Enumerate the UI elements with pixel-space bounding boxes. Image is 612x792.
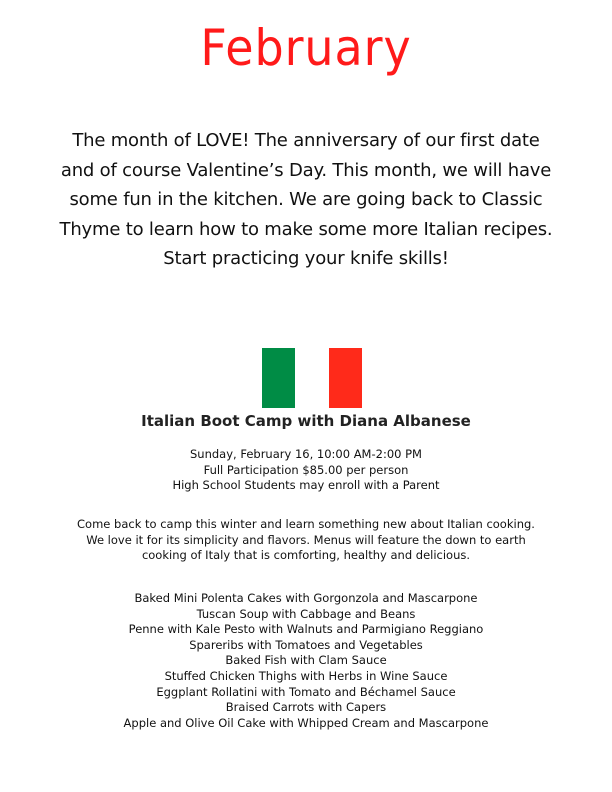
menu-list	[0, 591, 612, 731]
event-details	[0, 447, 612, 494]
intro-line: Thyme to learn how to make some more Italian recipes.	[59, 218, 553, 240]
intro-line: The month of LOVE! The anniversary of our first date	[72, 130, 540, 151]
menu-item: Stuffed Chicken Thighs with Herbs in Wine Sauce	[164, 668, 448, 683]
event-price: Full Participation $85.00 per person	[203, 462, 409, 477]
event-date-time: Sunday, February 16, 10:00 AM-2:00 PM	[190, 447, 422, 461]
event-enrollment-note: High School Students may enroll with a Parent	[172, 478, 440, 493]
menu-item: Baked Fish with Clam Sauce	[225, 653, 387, 668]
intro-line: some fun in the kitchen. We are going back to Classic	[69, 189, 543, 210]
event-title: Italian Boot Camp with Diana Albanese	[141, 412, 471, 430]
menu-item: Apple and Olive Oil Cake with Whipped Cream and Mascarpone	[123, 715, 489, 730]
menu-item: Tuscan Soup with Cabbage and Beans	[196, 606, 416, 621]
intro-paragraph	[40, 126, 572, 274]
menu-item: Braised Carrots with Capers	[225, 700, 387, 715]
flag-stripe-green	[262, 348, 295, 408]
menu-item: Spareribs with Tomatoes and Vegetables	[189, 637, 423, 652]
menu-item: Eggplant Rollatini with Tomato and Béchamel Sauce	[156, 684, 456, 699]
intro-line: and of course Valentine’s Day. This month, we will have	[60, 159, 552, 181]
italian-flag-icon	[262, 348, 362, 408]
description-line: cooking of Italy that is comforting, healthy and delicious.	[141, 548, 471, 563]
menu-item: Baked Mini Polenta Cakes with Gorgonzola and Mascarpone	[134, 591, 478, 605]
menu-item: Penne with Kale Pesto with Walnuts and Parmigiano Reggiano	[128, 622, 484, 637]
flag-stripe-white	[295, 348, 328, 408]
description-line: Come back to camp this winter and learn something new about Italian cooking.	[77, 517, 535, 531]
description-line: We love it for its simplicity and flavors. Menus will feature the down to earth	[86, 532, 526, 547]
month-title: February	[200, 19, 412, 77]
flag-stripe-red	[329, 348, 362, 408]
event-description	[60, 517, 552, 564]
intro-line: Start practicing your knife skills!	[163, 248, 449, 269]
